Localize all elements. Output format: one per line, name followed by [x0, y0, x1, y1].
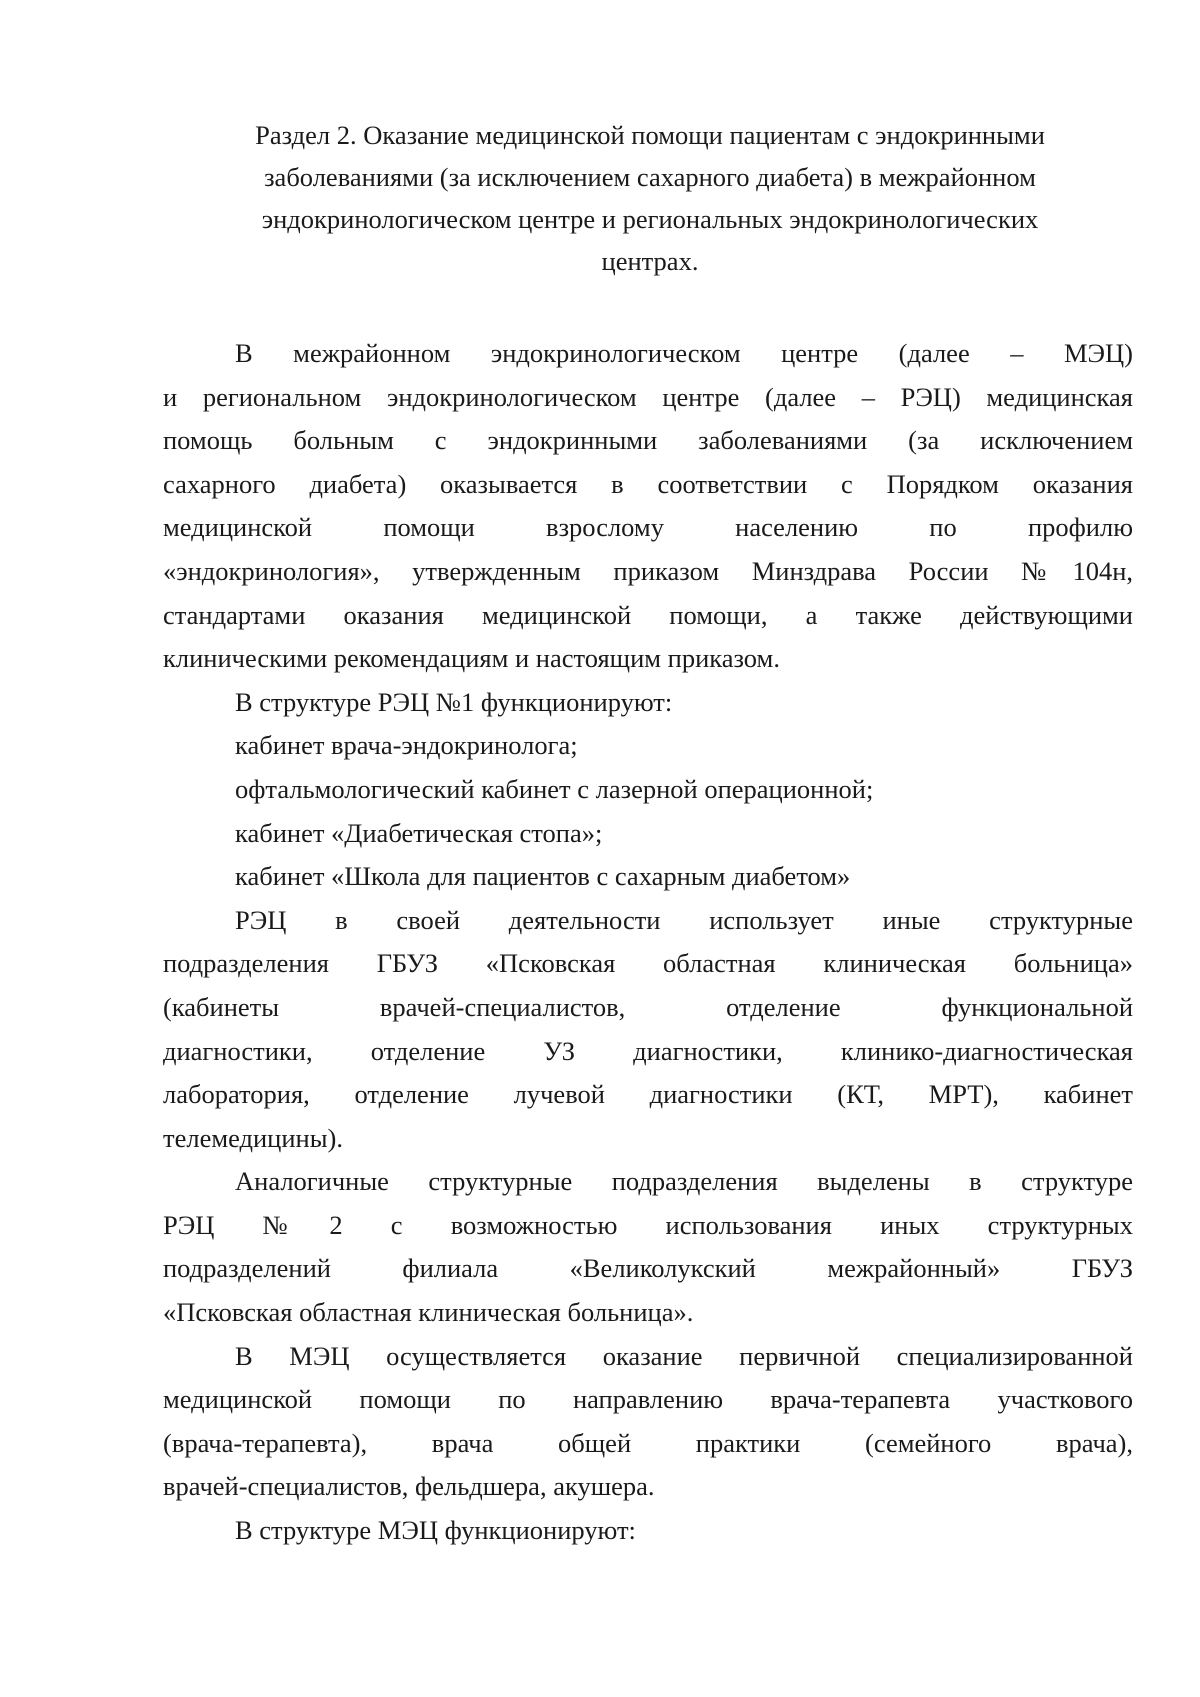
text-line: В межрайонном эндокринологическом центре (далее – МЭЦ) [235, 338, 1133, 368]
text-line: «Псковская областная клиническая больница». [163, 1297, 694, 1328]
text-line: медицинской помощи взрослому населению по профилю [163, 512, 1133, 543]
text-line: офтальмологический кабинет с лазерной операционной; [235, 773, 874, 804]
text-line: кабинет «Школа для пациентов с сахарным диабетом» [235, 861, 851, 892]
text-line: помощь больным с эндокринными заболеваниями (за исключением [163, 425, 1133, 456]
text-line: (кабинеты врачей-специалистов, отделение функциональной [163, 991, 1133, 1022]
text-line: диагностики, отделение УЗ диагностики, клинико-диагностическая [163, 1035, 1133, 1066]
document-body [163, 332, 1133, 1553]
text-line: В структуре МЭЦ функционируют: [235, 1515, 636, 1546]
text-line: РЭЦ в своей деятельности использует иные структурные [235, 904, 1133, 935]
text-line: подразделения ГБУЗ «Псковская областная клиническая больница» [163, 948, 1133, 979]
text-line: В МЭЦ осуществляется оказание первичной специализированной [235, 1340, 1133, 1371]
text-line: (врача-терапевта), врача общей практики (семейного врача), [163, 1427, 1133, 1458]
text-line: телемедицины). [163, 1122, 343, 1153]
heading-line: Раздел 2. Оказание медицинской помощи пациентам с эндокринными [255, 120, 1045, 150]
text-line: кабинет «Диабетическая стопа»; [235, 817, 603, 848]
text-line: и региональном эндокринологическом центре (далее – РЭЦ) медицинская [163, 381, 1133, 412]
text-line: Аналогичные структурные подразделения выделены в структуре [235, 1166, 1133, 1197]
text-line: РЭЦ №2 с возможностью использования иных структурных [163, 1209, 1133, 1240]
text-line: лаборатория, отделение лучевой диагностики (КТ, МРТ), кабинет [163, 1079, 1133, 1110]
heading-line: центрах. [601, 246, 699, 276]
heading-line: заболеваниями (за исключением сахарного диабета) в межрайонном [264, 162, 1036, 192]
text-line: стандартами оказания медицинской помощи, а также действующими [163, 599, 1133, 630]
text-line: подразделений филиала «Великолукский межрайонный» ГБУЗ [163, 1253, 1133, 1284]
text-line: врачей-специалистов, фельдшера, акушера. [163, 1471, 655, 1502]
section-heading [150, 114, 1150, 282]
text-line: В структуре РЭЦ №1 функционируют: [235, 686, 673, 717]
text-line: клиническими рекомендациям и настоящим приказом. [163, 643, 780, 674]
text-line: кабинет врача-эндокринолога; [235, 730, 578, 761]
text-line: медицинской помощи по направлению врача-терапевта участкового [163, 1384, 1133, 1415]
heading-line: эндокринологическом центре и региональных эндокринологических [261, 204, 1039, 234]
text-line: «эндокринология», утвержденным приказом Минздрава России №104н, [163, 555, 1133, 586]
text-line: сахарного диабета) оказывается в соответствии с Порядком оказания [163, 468, 1133, 499]
